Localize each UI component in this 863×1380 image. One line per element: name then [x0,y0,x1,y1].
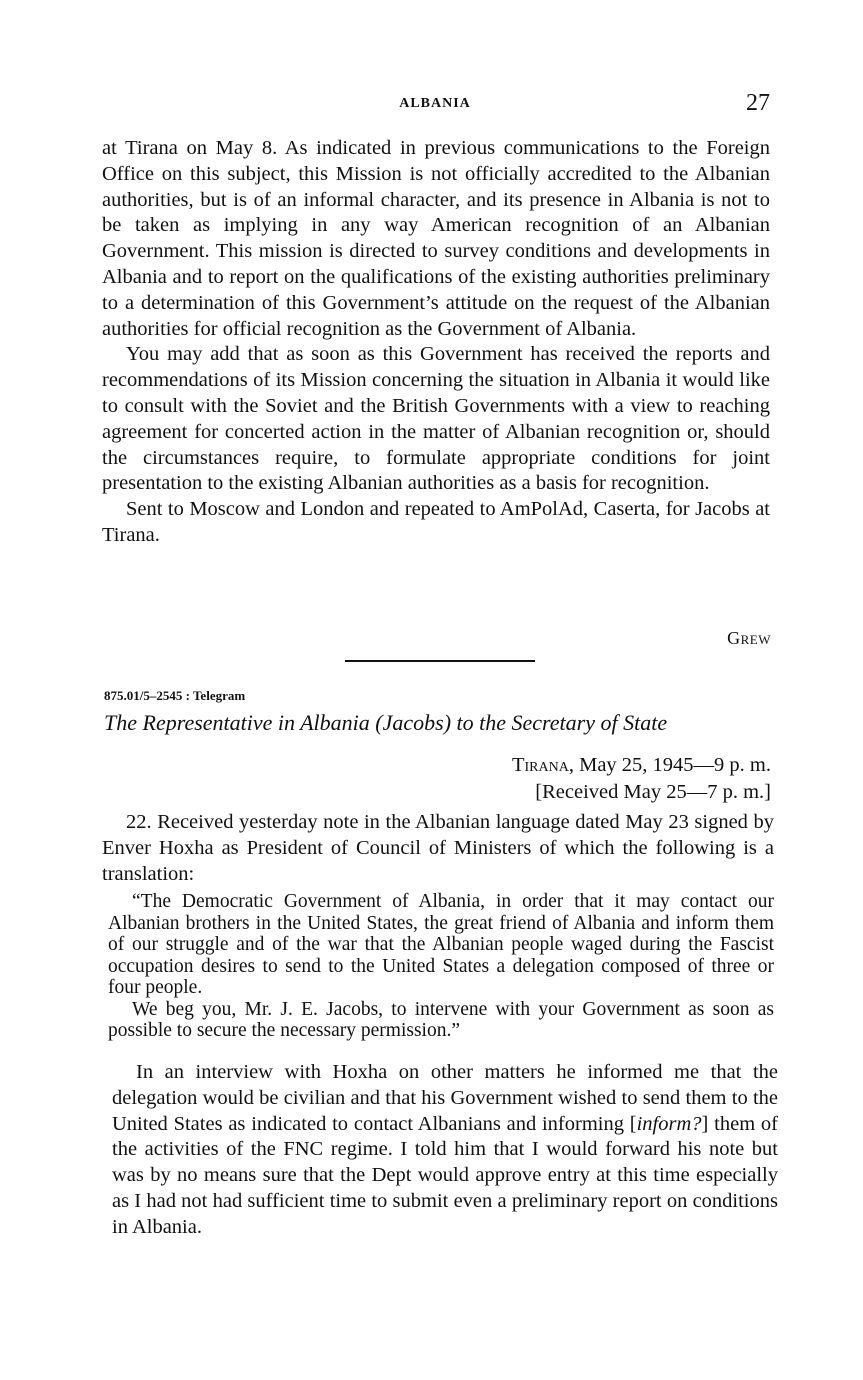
page-number: 27 [746,90,770,116]
document-title: The Representative in Albania (Jacobs) to the Secretary of State [104,710,668,735]
dateline [512,754,771,777]
paragraph-recognition: You may add that as soon as this Government has received the reports and recommendations of its Mission concerning the situation in Albania it would like to consult with the Soviet and the British Governments with a view to reaching agreement for concerted action in the matter of Albanian recognition or, should the circumstances require, to formulate appropriate conditions for joint presentation to the existing Albanian authorities as a basis for recognition. [102,343,770,495]
telegram-intro [102,810,774,887]
interview-text-2: ] them of the activities of the FNC regime. I told him that I would forward his note but was by no means sure that the Dept would approve entry at this time especially as I had not had sufficient time to submit even a preliminary report on conditions in Albania. [112,1112,778,1238]
quote-paragraph-2: We beg you, Mr. J. E. Jacobs, to intervene with your Government as soon as possible to secure the necessary permission.” [108,998,774,1041]
translation-quote [108,891,774,1042]
dateline-place: Tirana [511,754,569,776]
paragraph-telegram-intro: 22. Received yesterday note in the Albanian language dated May 23 signed by Enver Hoxha as President of Council of Ministers of which the following is a translation: [102,811,774,885]
upper-text-block [102,136,770,549]
interview-emphasis: inform? [636,1112,702,1135]
section-divider [345,660,535,662]
file-reference: 875.01/5–2545 : Telegram [104,688,246,703]
interview-block [112,1060,778,1241]
interview-text-1: In an interview with Hoxha on other matters he informed me that the delegation would be civilian and that his Government wished to send them to the United States as indicated to contact Albanians and informing [ [112,1061,778,1135]
dateline-date: , May 25, 1945—9 p. m. [568,754,771,776]
paragraph-distribution: Sent to Moscow and London and repeated to AmPolAd, Caserta, for Jacobs at Tirana. [102,498,770,546]
quote-paragraph-1: “The Democratic Government of Albania, in order that it may contact our Albanian brothers in the United States, the great friend of Albania and inform them of our struggle and of the war that the Albanian people waged during the Fascist occupation desires to send to the United States a delegation composed of three or four people. [108,891,774,998]
page-header [100,90,770,122]
paragraph-continuation: at Tirana on May 8. As indicated in previous communications to the Foreign Office on this subject, this Mission is not officially accredited to the Albanian authorities, but is of an informal character, and its presence in Albania is not to be taken as implying in any way American recognition of an Albanian Government. This mission is directed to survey conditions and developments in Albania and to report on the qualifications of the existing authorities preliminary to a determination of this Government’s attitude on the request of the Albanian authorities for official recognition as the Government of Albania. [102,137,770,340]
paragraph-interview [112,1060,778,1241]
running-head: ALBANIA [399,96,471,111]
signature: Grew [727,628,771,648]
received-line: [Received May 25—7 p. m.] [535,781,771,803]
